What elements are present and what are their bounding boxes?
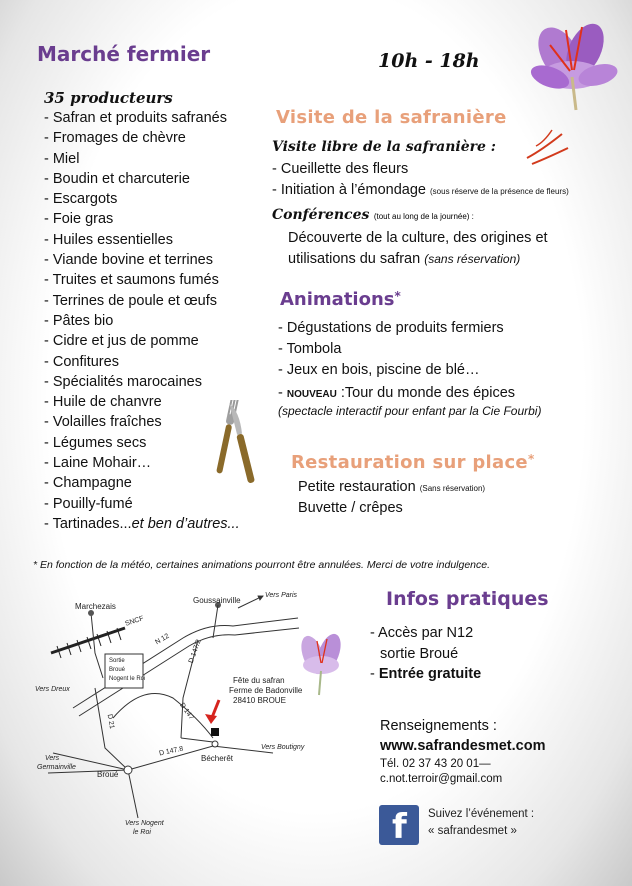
facebook-icon[interactable] — [379, 805, 419, 845]
emondage-text: - Initiation à l’émondage — [272, 182, 426, 198]
map-label-fete-1: Fête du safran — [233, 676, 285, 685]
map-label-d147-8: D 147.8 — [158, 745, 184, 758]
producers-heading: 35 producteurs — [44, 89, 173, 107]
map-label-n12: N 12 — [154, 632, 171, 647]
infos-heading: Infos pratiques — [386, 588, 549, 610]
visite-item-emondage — [272, 180, 569, 202]
list-item: - Volailles fraîches — [44, 414, 162, 431]
visite-item-cueillette: - Cueillette des fleurs — [272, 161, 409, 177]
conferences-line-2 — [288, 249, 520, 269]
animation-item: - Jeux en bois, piscine de blé… — [278, 362, 480, 378]
map-label-marchezais: Marchezais — [75, 602, 116, 611]
conferences-line-1: Découverte de la culture, des origines et — [288, 230, 548, 246]
list-item: - Miel — [44, 150, 80, 167]
map-label-goussainville: Goussainville — [193, 596, 241, 605]
entree-text: Entrée gratuite — [378, 666, 482, 682]
map-label-vers-germainville-2: Germainville — [37, 764, 76, 771]
conferences-line-2-text: utilisations du safran — [288, 251, 421, 267]
list-item: - Cidre et jus de pomme — [44, 333, 199, 350]
footnote: * En fonction de la météo, certaines animations pourront être annulées. Merci de votre indulgence. — [33, 559, 491, 571]
map-label-vers-boutigny: Vers Boutigny — [261, 744, 305, 751]
list-item: - Viande bovine et terrines — [44, 252, 214, 269]
conferences-note: (tout au long de la journée) : — [373, 212, 474, 221]
list-item: - Boudin et charcuterie — [44, 170, 190, 187]
map-label-vers-nogent-2: le Roi — [133, 829, 151, 836]
list-item: - Terrines de poule et œufs — [44, 292, 218, 309]
saffron-stigma-icon — [522, 128, 572, 170]
restauration-item-1-note: (Sans réservation) — [419, 484, 486, 493]
conferences-title: Conférences — [272, 207, 370, 223]
list-item: - Laine Mohair… — [44, 455, 152, 472]
opening-hours: 10h - 18h — [378, 50, 480, 72]
restauration-item-1 — [298, 477, 485, 499]
map-label-broue: Broué — [97, 770, 119, 779]
conferences-title-line — [272, 206, 474, 224]
map-label-fete-3: 28410 BROUE — [233, 696, 286, 705]
list-item: - Confitures — [44, 353, 119, 370]
map-label-vers-dreux: Vers Dreux — [35, 686, 70, 693]
animation-item: - Dégustations de produits fermiers — [278, 320, 504, 336]
map-label-d147: D 147 — [178, 701, 195, 722]
list-item: - Fromages de chèvre — [44, 130, 186, 147]
last-item-text: - Tartinades... — [44, 515, 132, 532]
infos-item-acces: - Accès par N12 — [370, 625, 474, 641]
email-address[interactable]: c.not.terroir@gmail.com — [380, 773, 503, 785]
phone-number: Tél. 02 37 43 20 01— — [380, 758, 491, 770]
infos-item-sortie: sortie Broué — [380, 646, 459, 662]
map-label-vers-paris: Vers Paris — [265, 592, 298, 599]
animations-heading — [280, 289, 401, 310]
saffron-flower-icon — [520, 15, 625, 115]
entree-dash: - — [370, 666, 379, 682]
nouveau-dash: - — [278, 385, 287, 401]
map-label-vers-nogent-1: Vers Nogent — [125, 820, 164, 827]
map-label-vers-germainville-1: Vers — [45, 755, 60, 762]
visite-heading: Visite de la safranière — [276, 107, 507, 128]
restauration-heading-mark: * — [527, 452, 535, 466]
map-label-sortie-2: Broué — [109, 667, 126, 673]
animation-item-nouveau — [278, 383, 515, 405]
nouveau-text: :Tour du monde des épices — [336, 385, 516, 401]
last-item-suffix: et ben d’autres... — [131, 515, 240, 532]
map-label-sncf: SNCF — [124, 615, 145, 628]
fork-knife-icon — [212, 400, 258, 492]
list-item: - Safran et produits safranés — [44, 110, 227, 126]
producers-list — [44, 108, 240, 534]
list-item: - Truites et saumons fumés — [44, 272, 219, 289]
emondage-note: (sous réserve de la présence de fleurs) — [430, 187, 569, 196]
page-title: Marché fermier — [37, 42, 211, 66]
list-item: - Huiles essentielles — [44, 231, 173, 248]
list-item: - Escargots — [44, 191, 118, 208]
conferences-line-2-note: (sans réservation) — [424, 252, 521, 266]
nouveau-label: NOUVEAU — [286, 389, 337, 400]
website-link[interactable]: www.safrandesmet.com — [380, 738, 546, 754]
nouveau-note: (spectacle interactif pour enfant par la Cie Fourbi) — [278, 404, 542, 418]
map-label-sortie-3: Nogent le Roi — [109, 676, 146, 682]
renseignements-label: Renseignements : — [380, 718, 497, 734]
restauration-item-1-text: Petite restauration — [298, 479, 416, 495]
list-item: - Huile de chanvre — [44, 394, 162, 411]
list-item: - Pouilly-fumé — [44, 495, 133, 512]
restauration-item-2: Buvette / crêpes — [298, 500, 403, 516]
facebook-follow-line-2: « safrandesmet » — [428, 825, 517, 837]
restauration-heading-text: Restauration sur place — [291, 452, 528, 473]
list-item: - Champagne — [44, 475, 132, 492]
map-label-sortie-1: Sortie — [109, 658, 125, 664]
access-map — [33, 578, 359, 850]
map-label-d21: D 21 — [105, 713, 116, 730]
list-item: - Pâtes bio — [44, 312, 114, 329]
visite-libre-title: Visite libre de la safranière : — [272, 139, 496, 155]
animations-heading-mark: * — [394, 289, 401, 303]
animations-heading-text: Animations — [280, 289, 395, 310]
list-item: - Foie gras — [44, 211, 114, 228]
facebook-letter: f — [392, 807, 407, 847]
map-label-fete-2: Ferme de Badonville — [229, 686, 303, 695]
infos-item-entree — [370, 664, 481, 684]
map-label-d147-2: D 147/2 — [187, 638, 203, 665]
map-label-becheret: Bécherêt — [201, 754, 234, 763]
map-drawing — [33, 578, 359, 850]
restauration-heading — [291, 452, 535, 473]
list-item-last — [44, 514, 240, 534]
list-item: - Légumes secs — [44, 434, 147, 451]
list-item: - Spécialités marocaines — [44, 373, 202, 390]
animation-item: - Tombola — [278, 341, 342, 357]
facebook-follow-line-1: Suivez l’événement : — [428, 808, 535, 820]
